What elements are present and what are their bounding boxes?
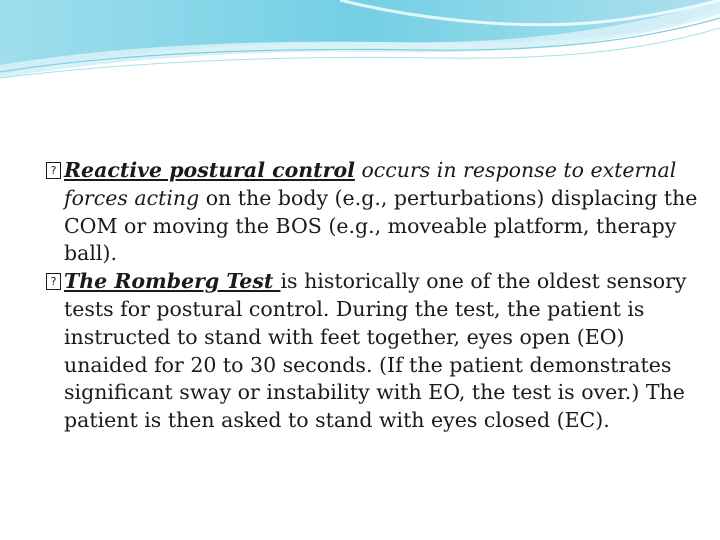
term-romberg-test: The Romberg Test [64, 269, 281, 294]
header-wave-decoration [0, 0, 720, 100]
bullet-reactive-control [46, 157, 706, 268]
bullet-text: on the body (e.g., perturbations) displacing the COM or moving the BOS (e.g., moveable platform, therapy ball). [64, 185, 698, 266]
bullet-marker-icon: ? [46, 273, 61, 290]
bullet-romberg-test [46, 268, 706, 435]
bullet-text: is historically one of the oldest sensory tests for postural control. During the test, the patient is instructed to stand with feet together, eyes open (EO) unaided for 20 to 30 seconds. (If the patient demonstrates significant sway or instability with EO, the test is over.) The patient is then asked to stand with eyes closed (EC). [64, 269, 687, 433]
bullet-text-italic: occurs in response to external forces acting [64, 158, 677, 210]
bullet-marker-icon: ? [46, 162, 61, 179]
slide-body [46, 157, 706, 435]
term-reactive-postural-control: Reactive postural control [64, 158, 355, 182]
